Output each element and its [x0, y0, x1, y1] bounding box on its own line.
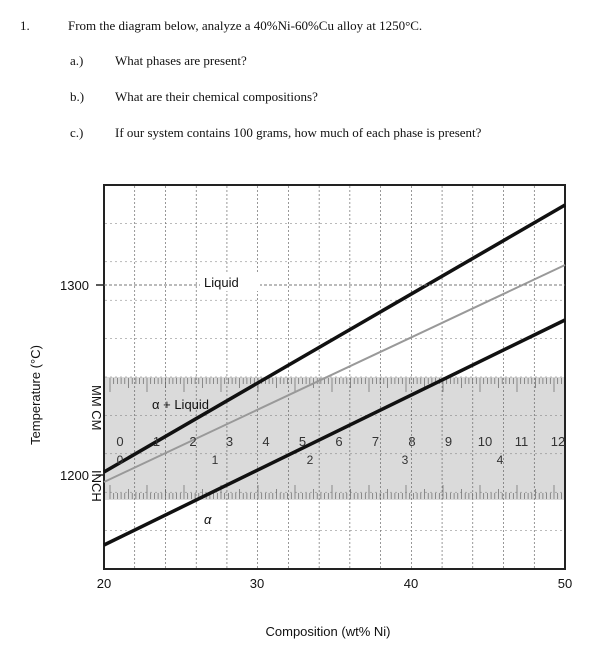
ruler-number-upper: 3	[225, 434, 234, 449]
y-axis-label: Temperature (°C)	[28, 345, 43, 445]
ruler-side-label: MM CM	[89, 385, 104, 431]
ruler-number-upper: 6	[335, 434, 343, 449]
ruler-number-upper: 7	[371, 434, 380, 449]
ruler-number-upper: 0	[116, 434, 124, 449]
question-number: 1.	[20, 18, 30, 33]
part-a-label: a.)	[70, 53, 84, 68]
part-b-label: b.)	[70, 89, 85, 104]
ruler-number-upper: 2	[189, 434, 197, 449]
ruler-number-lower: 2	[306, 453, 314, 467]
ruler-number-lower: 3	[401, 453, 409, 467]
ruler-number-upper: 11	[514, 434, 529, 449]
part-b-text: What are their chemical compositions?	[115, 89, 318, 104]
part-c-text: If our system contains 100 grams, how much of each phase is present?	[115, 125, 482, 140]
ruler-number-upper: 4	[262, 434, 270, 449]
x-tick-20: 20	[96, 576, 112, 591]
ruler-number-upper: 5	[298, 434, 307, 449]
part-a-text: What phases are present?	[115, 53, 247, 68]
ruler-number-lower: 0	[116, 453, 124, 467]
region-two-phase-label: α + Liquid	[152, 397, 210, 412]
ruler-number-upper: 8	[408, 434, 416, 449]
ruler-side-label-2: INCH	[89, 470, 104, 502]
ruler-number-upper: 1	[152, 434, 161, 449]
x-tick-30: 30	[249, 576, 265, 591]
ruler-number-lower: 1	[211, 453, 219, 467]
x-axis-label: Composition (wt% Ni)	[265, 624, 391, 639]
y-tick-1300: 1300	[60, 278, 89, 293]
ruler-number-upper: 10	[477, 434, 493, 449]
region-alpha-label: α	[204, 512, 212, 527]
ruler-number-upper: 12	[550, 434, 566, 449]
ruler-number-lower: 4	[496, 453, 504, 467]
part-c-label: c.)	[70, 125, 84, 140]
x-tick-40: 40	[403, 576, 419, 591]
region-liquid-label: Liquid	[204, 275, 239, 290]
x-tick-50: 50	[557, 576, 573, 591]
y-tick-1200: 1200	[60, 468, 89, 483]
ruler-number-upper: 9	[444, 434, 453, 449]
question-prompt: From the diagram below, analyze a 40%Ni-60%Cu alloy at 1250°C.	[68, 18, 423, 33]
